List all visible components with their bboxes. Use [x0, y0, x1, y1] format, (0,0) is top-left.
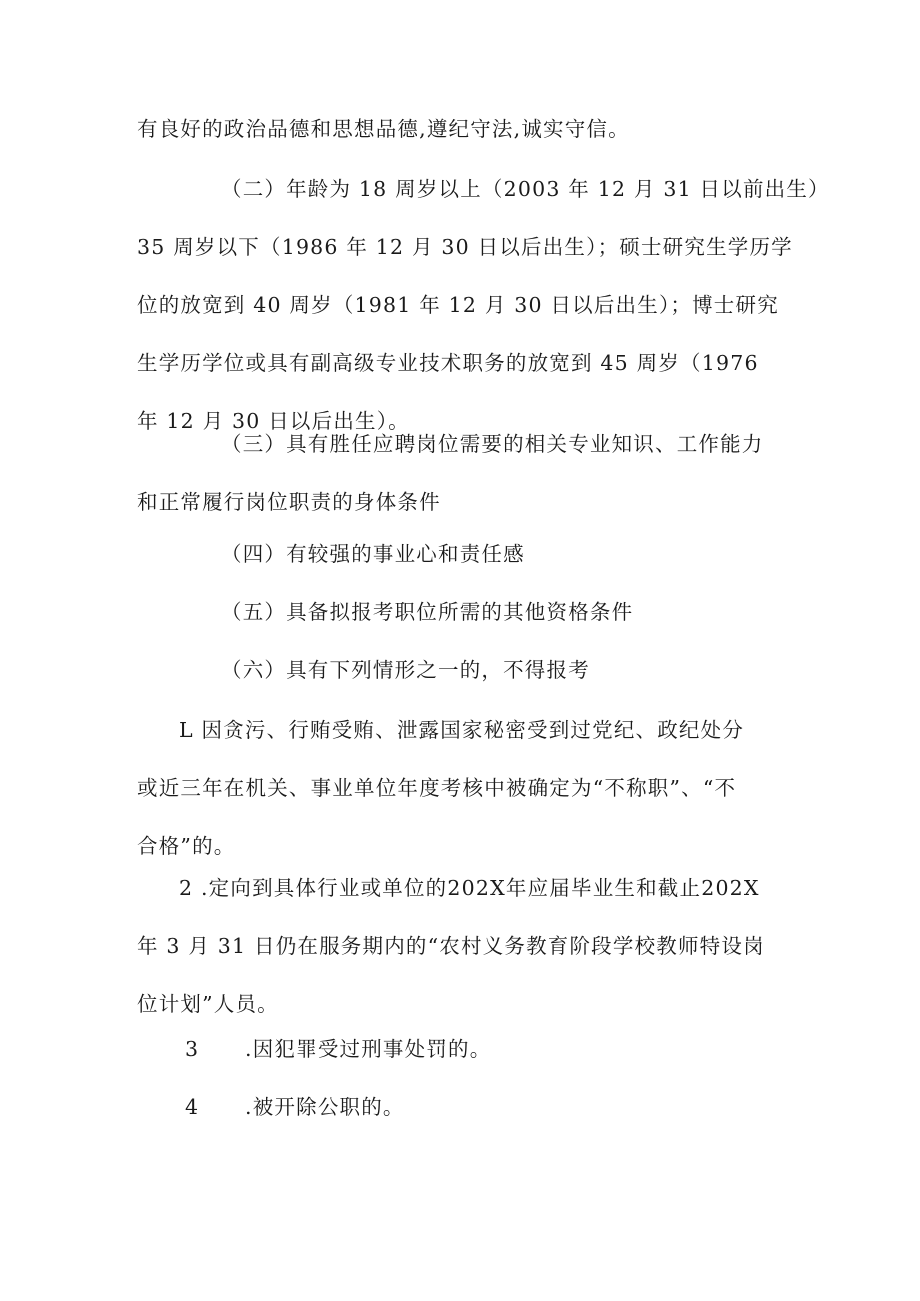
item-number: 3: [185, 1037, 200, 1061]
text-line: 合格”的。: [137, 834, 236, 858]
paragraph-career: [137, 525, 797, 583]
text-line: 位计划”人员。: [137, 992, 279, 1016]
text-line: [137, 1078, 797, 1136]
paragraph-exclusion-item-2: [137, 859, 797, 1033]
text-line: 有良好的政治品德和思想品德,遵纪守法,诚实守信。: [137, 117, 630, 141]
text-line: 或近三年在机关、事业单位年度考核中被确定为“不称职”、“不: [137, 776, 737, 800]
text-line: （四）有较强的事业心和责任感: [221, 542, 525, 566]
paragraph-exclusion-item-1: [137, 701, 797, 875]
paragraph-other-qualifications: [137, 583, 797, 641]
paragraph-competence: [137, 415, 797, 531]
paragraph-age: [137, 160, 830, 450]
text-line: 35 周岁以下（1986 年 12 月 30 日以后出生）；硕士研究生学历学: [137, 235, 793, 259]
text-line: 位的放宽到 40 周岁（1981 年 12 月 30 日以后出生）；博士研究: [137, 293, 779, 317]
text-line: 年 3 月 31 日仍在服务期内的“农村义务教育阶段学校教师特设岗: [137, 934, 765, 958]
text-line: 生学历学位或具有副高级专业技术职务的放宽到 45 周岁（1976: [137, 351, 759, 375]
text-line: （二）年龄为 18 周岁以上（2003 年 12 月 31 日以前出生）: [221, 177, 830, 201]
item-text: .因犯罪受过刑事处罚的。: [245, 1037, 492, 1061]
paragraph-exclusion-item-3: [137, 1020, 797, 1078]
text-line: 和正常履行岗位职责的身体条件: [137, 490, 441, 514]
text-line: L 因贪污、行贿受贿、泄露国家秘密受到过党纪、政纪处分: [179, 718, 745, 742]
text-line: 2 .定向到具体行业或单位的202X年应届毕业生和截止202X: [179, 876, 760, 900]
paragraph-exclusions: [137, 641, 797, 699]
text-line: （三）具有胜任应聘岗位需要的相关专业知识、工作能力: [221, 432, 764, 456]
item-text: .被开除公职的。: [245, 1095, 405, 1119]
text-line: （六）具有下列情形之一的，不得报考: [221, 658, 590, 682]
text-line: 年 12 月 30 日以后出生）。: [137, 409, 410, 433]
text-line: （五）具备拟报考职位所需的其他资格条件: [221, 600, 634, 624]
paragraph-exclusion-item-4: [137, 1078, 797, 1136]
paragraph-integrity: [137, 100, 797, 158]
item-number: 4: [185, 1095, 200, 1119]
text-line: [137, 1020, 797, 1078]
